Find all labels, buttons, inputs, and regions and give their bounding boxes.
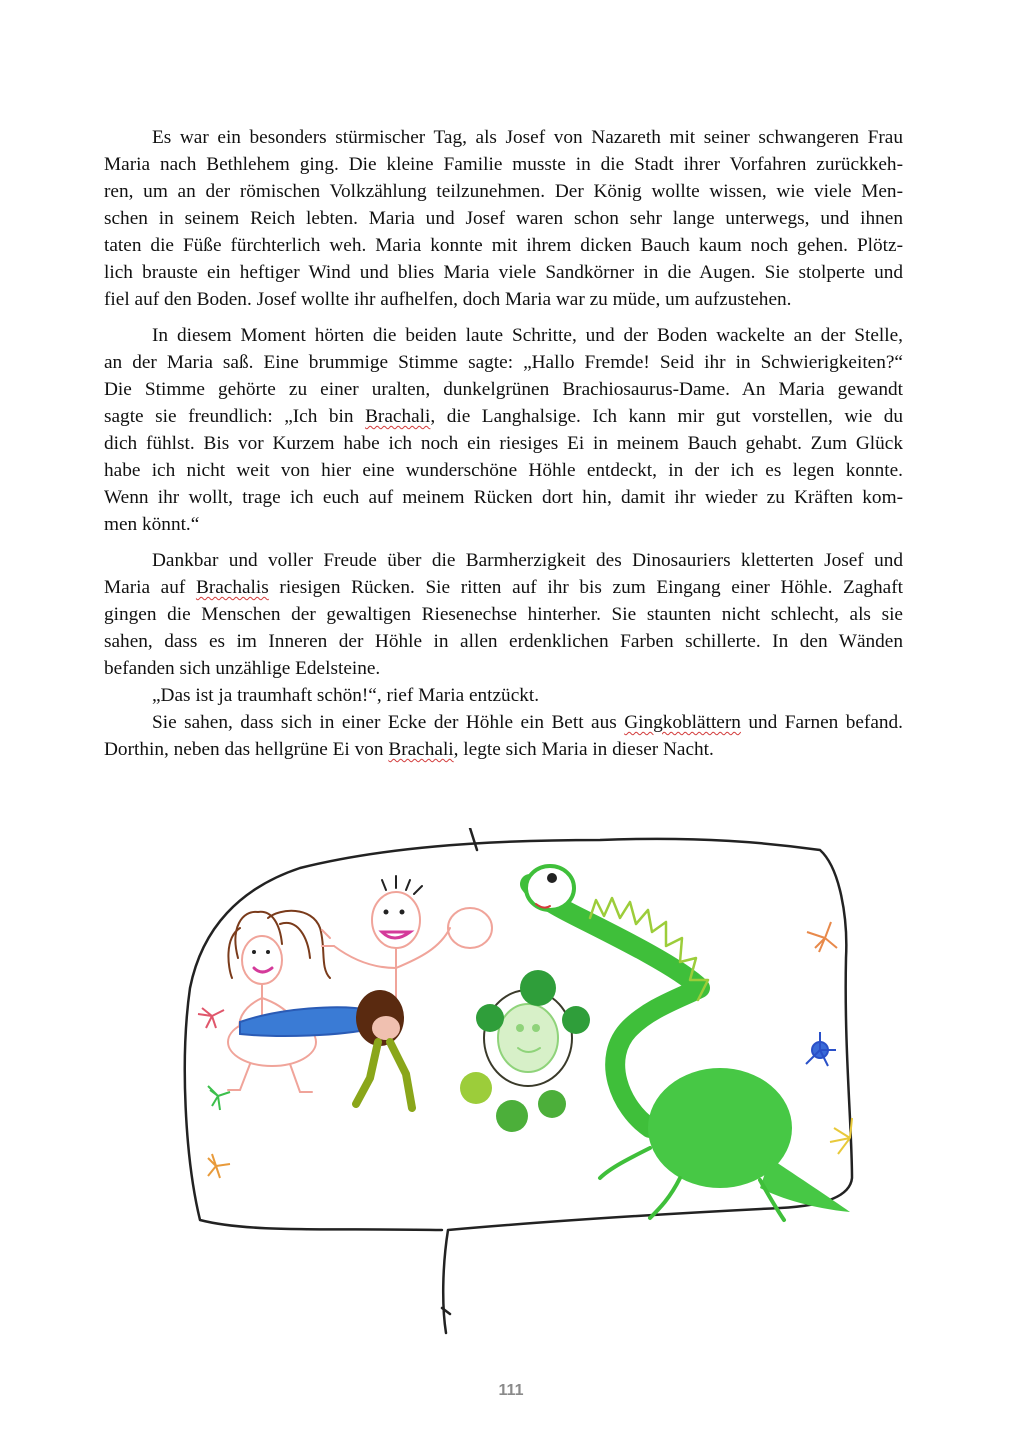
text-line: „Das ist ja traumhaft schön!“, rief Maria entzückt.	[152, 685, 540, 706]
star-left-mid	[208, 1086, 230, 1110]
text-line: an der Maria saß. Eine brummige Stimme sagte: „Hallo Fremde! Seid ihr in Schwierigkeiten?“	[104, 352, 903, 373]
text-line: Es war ein besonders stürmischer Tag, als Josef von Nazareth mit seiner schwangeren Frau	[152, 127, 903, 148]
story-text	[104, 124, 904, 763]
text-line: sahen, dass es im Inneren der Höhle in allen erdenklichen Farben schillerte. In den Wänden	[104, 631, 903, 652]
text-line: habe ich nicht weit von hier eine wunderschöne Höhle entdeckt, in der ich es legen konnte.	[104, 460, 903, 481]
text-line: Die Stimme gehörte zu einer uralten, dunkelgrünen Brachiosaurus-Dame. An Maria gewandt	[104, 379, 903, 400]
text-line: schen in seinem Reich lebten. Maria und Josef waren schon sehr lange unterwegs, und ihnen	[104, 208, 903, 229]
star-left-top	[198, 1008, 224, 1028]
person-maria	[228, 911, 330, 1092]
text-line: Dorthin, neben das hellgrüne Ei von Brachali, legte sich Maria in dieser Nacht.	[104, 739, 714, 760]
paragraph	[128, 682, 903, 709]
spellcheck-word: Brachali	[388, 739, 454, 760]
star-left-bottom	[208, 1154, 230, 1178]
text-line: gingen die Menschen der gewaltigen Riesenechse hinterher. Sie staunten nicht schlecht, als sie	[104, 604, 903, 625]
paragraph	[104, 124, 903, 313]
dinosaur	[526, 866, 850, 1220]
text-line: taten die Füße fürchterlich weh. Maria konnte mit ihrem dicken Bauch kaum noch gehen. Plötz-	[104, 235, 903, 256]
text-line: Sie sahen, dass sich in einer Ecke der Höhle ein Bett aus Gingkoblättern und Farnen befand.	[152, 712, 904, 733]
text-line: Maria auf Brachalis riesigen Rücken. Sie ritten auf ihr bis zum Eingang einer Höhle. Zaghaft	[104, 577, 903, 598]
text-line: Maria nach Bethlehem ging. Die kleine Familie musste in die Stadt ihrer Vorfahren zurückkeh-	[104, 154, 903, 175]
crayon-drawing	[180, 828, 872, 1336]
paragraph	[104, 709, 904, 763]
text-line: Wenn ihr wollt, trage ich euch auf meinem Rücken dort hin, damit ihr wieder zu Kräften kom-	[104, 487, 903, 508]
text-line: sagte sie freundlich: „Ich bin Brachali, die Langhalsige. Ich kann mir gut vorstellen, wie du	[104, 406, 903, 427]
paragraph	[104, 547, 903, 682]
star-right-yellow	[830, 1118, 852, 1154]
spellcheck-word: Gingkoblättern	[624, 712, 741, 733]
text-line: Dankbar und voller Freude über die Barmherzigkeit des Dinosauriers kletterten Josef und	[152, 550, 903, 571]
text-line: dich fühlst. Bis vor Kurzem habe ich noch ein riesiges Ei in meinem Bauch gehabt. Zum Glück	[104, 433, 903, 454]
egg	[460, 970, 590, 1132]
star-right-top	[807, 922, 837, 952]
text-line: lich brauste ein heftiger Wind und blies Maria viele Sandkörner in die Augen. Sie stolperte und	[104, 262, 903, 283]
paragraph	[104, 322, 903, 538]
text-line: fiel auf den Boden. Josef wollte ihr aufhelfen, doch Maria war zu müde, um aufzustehen.	[104, 289, 792, 310]
text-line: ren, um an der römischen Volkzählung teilzunehmen. Der König wollte wissen, wie viele Men-	[104, 181, 903, 202]
text-line: In diesem Moment hörten die beiden laute Schritte, und der Boden wackelte an der Stelle,	[152, 325, 903, 346]
baby-jesus	[240, 990, 412, 1108]
star-right-blue	[806, 1032, 836, 1066]
text-line: befanden sich unzählige Edelsteine.	[104, 658, 381, 679]
page-number: 111	[498, 1382, 524, 1399]
text-line: men könnt.“	[104, 514, 200, 535]
person-josef	[322, 876, 492, 998]
spellcheck-word: Brachalis	[195, 577, 269, 598]
paragraph-container	[104, 124, 904, 763]
spellcheck-word: Brachali	[365, 406, 431, 427]
